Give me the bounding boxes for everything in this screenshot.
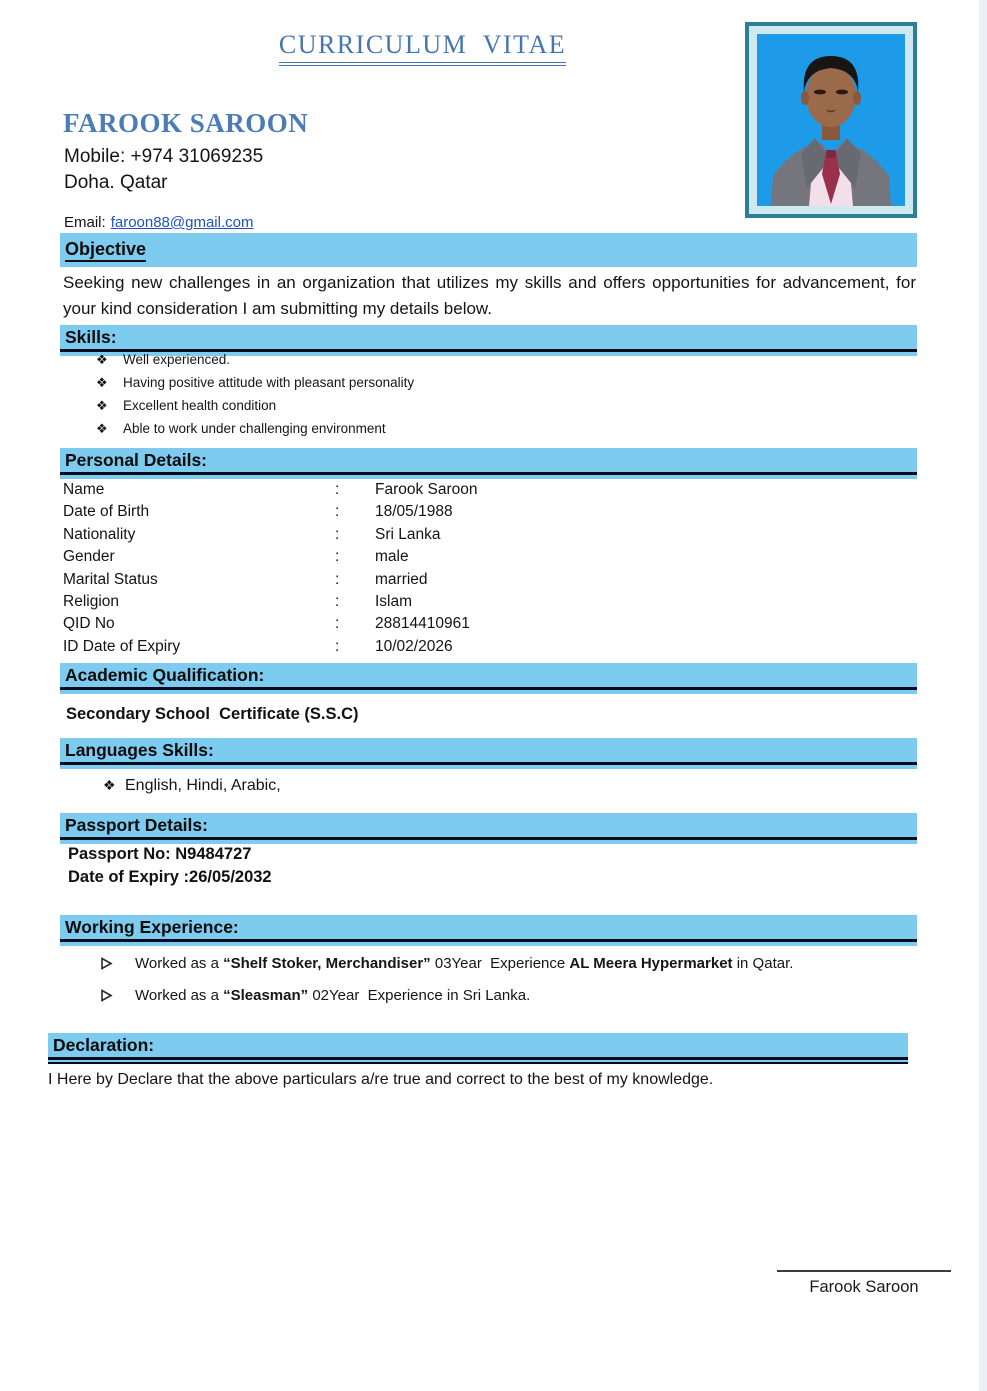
signature-block — [777, 1270, 951, 1297]
skill-text: Having positive attitude with pleasant personality — [123, 375, 415, 390]
pd-colon: : — [335, 548, 340, 566]
personal-details-heading: Personal Details: — [65, 450, 207, 470]
pd-value: 18/05/1988 — [375, 503, 453, 521]
arrow-bullet-icon — [100, 954, 135, 970]
section-header-experience — [60, 915, 917, 946]
academic-heading: Academic Qualification: — [65, 665, 265, 685]
passport-block — [68, 843, 272, 889]
diamond-bullet-icon: ❖ — [96, 421, 108, 436]
exp-prefix: Worked as a — [135, 987, 224, 1004]
skill-text: Able to work under challenging environment — [123, 421, 386, 436]
table-row — [63, 636, 683, 658]
pd-label: Name — [63, 481, 105, 498]
section-header-personal-details — [60, 448, 917, 479]
pd-value: Farook Saroon — [375, 481, 478, 498]
pd-label: Gender — [63, 548, 115, 566]
pd-colon: : — [335, 593, 340, 611]
pd-value: 10/02/2026 — [375, 637, 453, 655]
objective-heading: Objective — [65, 239, 146, 262]
list-item — [96, 352, 414, 367]
languages-text: English, Hindi, Arabic, — [125, 777, 281, 794]
pd-label: Nationality — [63, 525, 136, 543]
section-header-declaration — [48, 1033, 908, 1064]
list-item — [96, 398, 414, 413]
list-item — [96, 375, 414, 390]
pd-label: ID Date of Expiry — [63, 637, 181, 655]
photo-frame — [745, 22, 917, 218]
email-label: Email: — [64, 214, 106, 231]
experience-item — [100, 986, 910, 1005]
table-row — [63, 569, 683, 591]
passport-heading: Passport Details: — [65, 815, 208, 835]
pd-label: Religion — [63, 593, 120, 611]
pd-value: married — [375, 570, 428, 588]
table-row — [63, 591, 683, 613]
skill-text: Well experienced. — [123, 352, 231, 367]
diamond-bullet-icon: ❖ — [103, 777, 116, 793]
skills-list — [96, 352, 414, 444]
table-row — [63, 546, 683, 568]
exp-suffix: in Qatar. — [732, 955, 794, 972]
languages-heading: Languages Skills: — [65, 740, 214, 760]
ssc-text: Secondary School Certificate (S.S.C) — [66, 705, 359, 723]
table-row — [63, 613, 683, 635]
exp-mid: 03Year Experience — [430, 955, 570, 972]
languages-item — [103, 777, 281, 795]
section-header-passport — [60, 813, 917, 844]
signature-line — [777, 1270, 951, 1272]
page-title: CURRICULUM VITAE — [279, 30, 566, 63]
list-item — [96, 421, 414, 436]
diamond-bullet-icon: ❖ — [96, 375, 108, 390]
skill-text: Excellent health condition — [123, 398, 277, 413]
title-wrap — [0, 30, 845, 63]
pd-colon: : — [335, 481, 340, 498]
pd-value: Islam — [375, 593, 413, 611]
pd-label: QID No — [63, 615, 115, 633]
signature-name: Farook Saroon — [809, 1278, 919, 1296]
experience-item — [100, 954, 910, 973]
table-row — [63, 501, 683, 523]
arrow-bullet-icon — [100, 986, 135, 1002]
experience-list — [100, 954, 910, 1018]
exp-role: “Sleasman” — [223, 987, 309, 1004]
location-line: Doha. Qatar — [64, 172, 168, 193]
objective-text: Seeking new challenges in an organization that utilizes my skills and offers opportunities for advancement, for your kind consideration I am submitting my details below. — [63, 273, 916, 318]
pd-colon: : — [335, 503, 340, 521]
table-row — [63, 479, 683, 501]
skills-heading: Skills: — [65, 327, 117, 347]
exp-role: “Shelf Stoker, Merchandiser” — [223, 955, 431, 972]
pd-colon: : — [335, 525, 340, 543]
declaration-heading: Declaration: — [53, 1035, 155, 1055]
passport-number-line: Passport No: N9484727 — [68, 845, 252, 863]
personal-details-table — [63, 479, 683, 658]
pd-colon: : — [335, 570, 340, 588]
diamond-bullet-icon: ❖ — [96, 398, 108, 413]
section-header-academic — [60, 663, 917, 694]
experience-heading: Working Experience: — [65, 917, 239, 937]
exp-mid: 02Year Experience in Sri Lanka. — [308, 987, 531, 1004]
email-link[interactable]: faroon88@gmail.com — [110, 214, 254, 231]
section-header-objective — [60, 233, 917, 267]
person-name: FAROOK SAROON — [63, 108, 309, 138]
pd-value: Sri Lanka — [375, 525, 441, 543]
section-header-languages — [60, 738, 917, 769]
pd-label: Date of Birth — [63, 503, 150, 521]
mobile-line: Mobile: +974 31069235 — [64, 146, 264, 167]
pd-value: male — [375, 548, 409, 566]
pd-label: Marital Status — [63, 570, 158, 588]
exp-prefix: Worked as a — [135, 955, 224, 972]
pd-value: 28814410961 — [375, 615, 470, 633]
passport-expiry-line: Date of Expiry :26/05/2032 — [68, 868, 272, 886]
declaration-text: I Here by Declare that the above particulars a/re true and correct to the best of my knowledge. — [48, 1071, 714, 1088]
exp-company: AL Meera Hypermarket — [569, 955, 733, 972]
diamond-bullet-icon: ❖ — [96, 352, 108, 367]
page-edge-strip — [979, 0, 987, 1391]
table-row — [63, 524, 683, 546]
pd-colon: : — [335, 615, 340, 633]
pd-colon: : — [335, 637, 340, 655]
portrait-photo — [757, 34, 905, 206]
email-row — [64, 214, 253, 231]
